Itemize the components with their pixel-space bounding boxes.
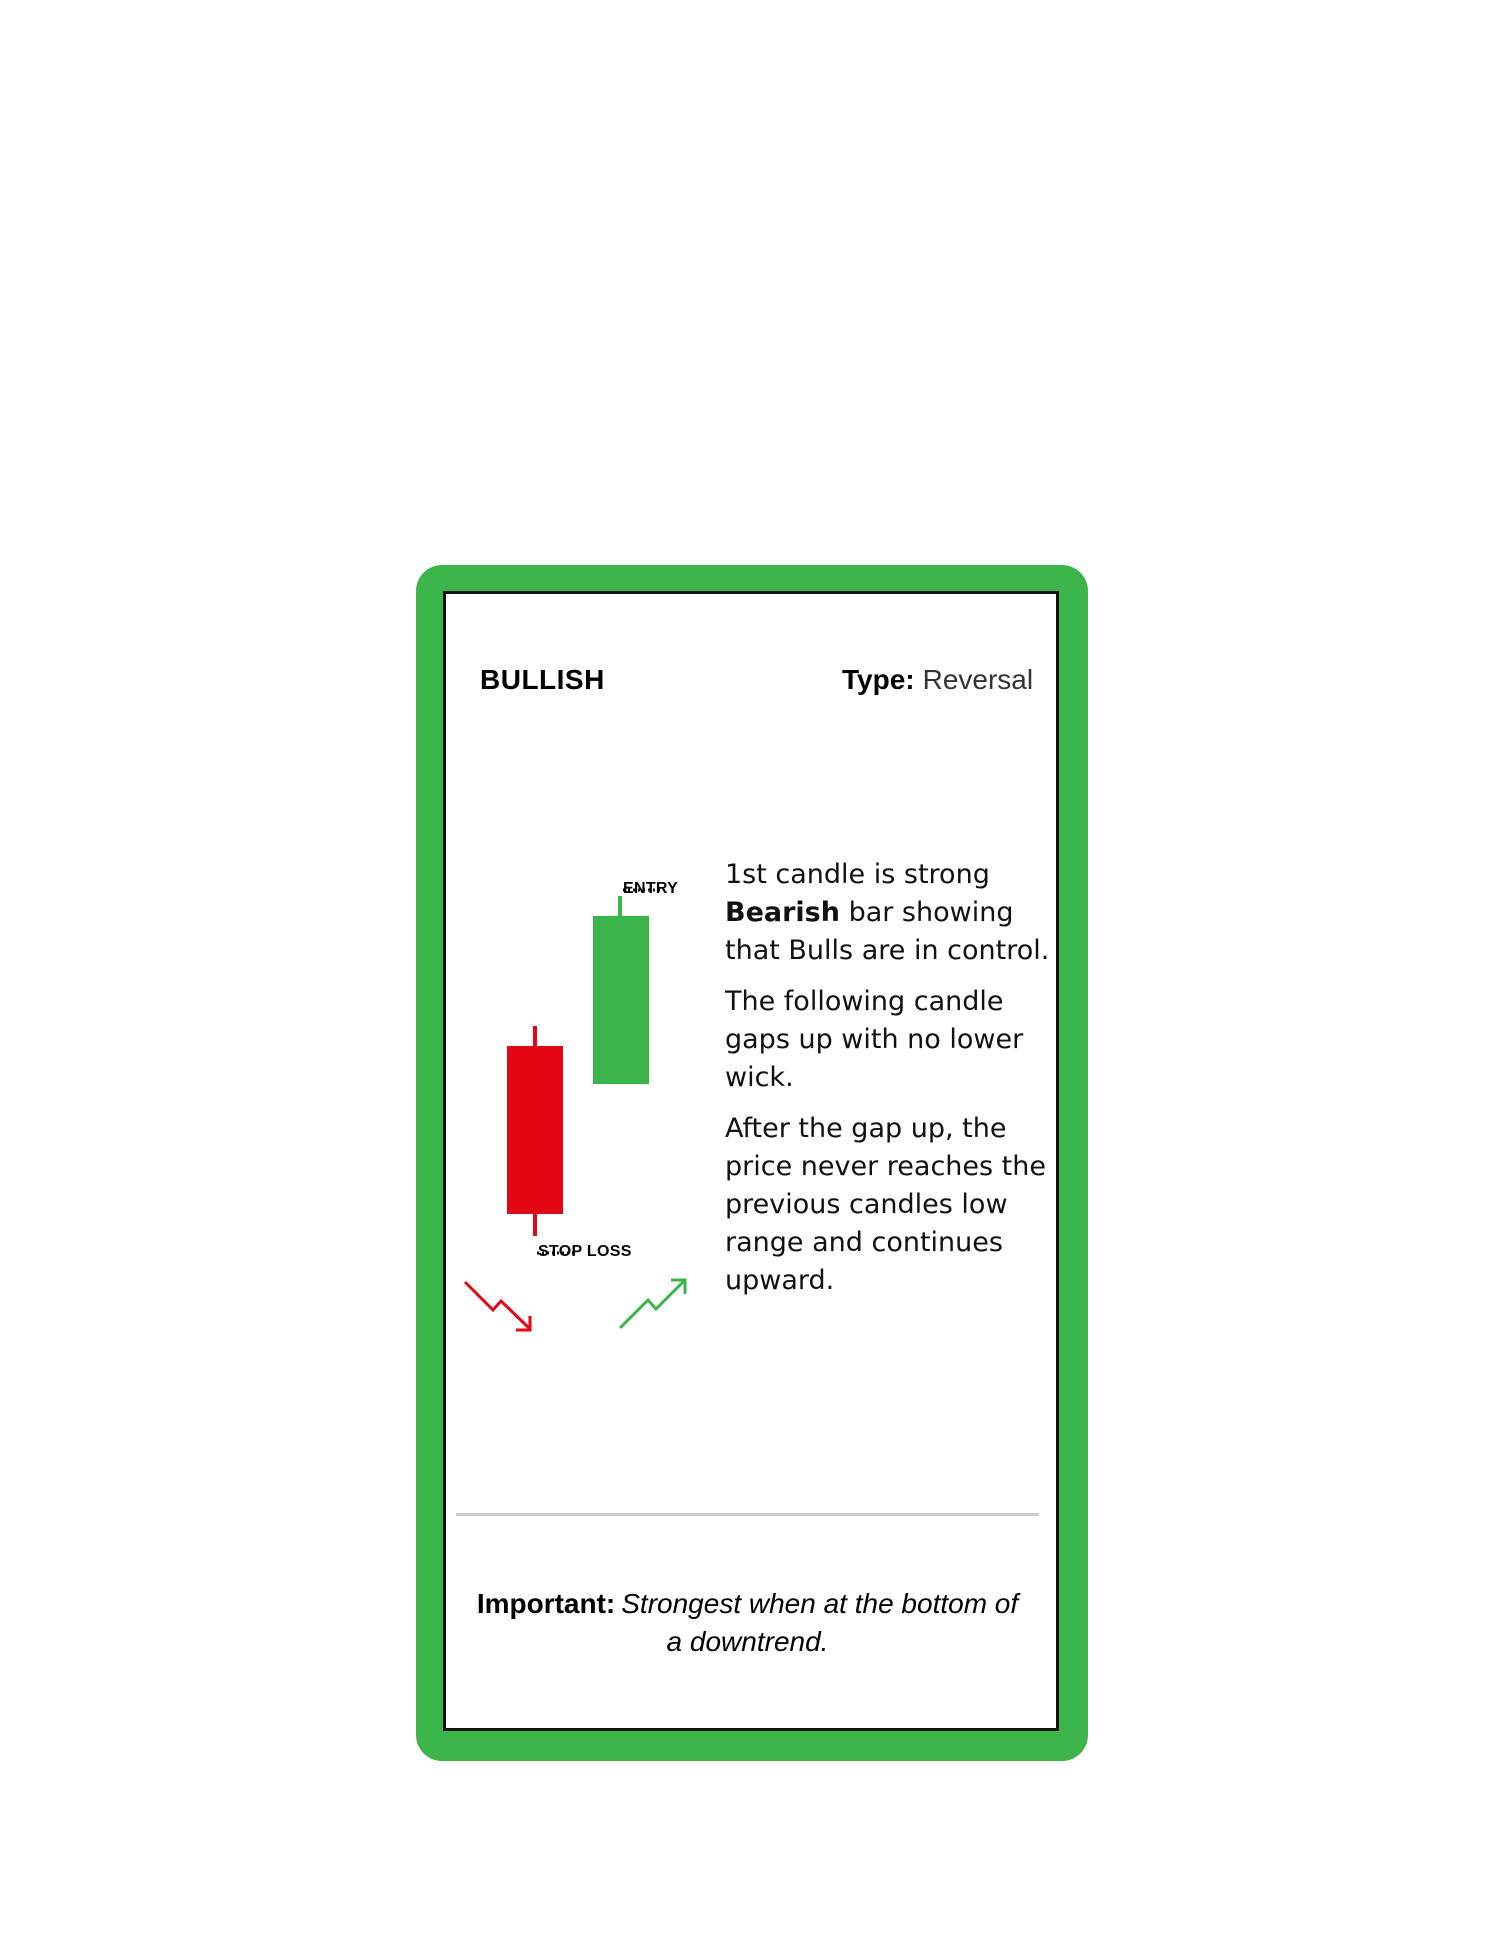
stop-loss-label: STOP LOSS xyxy=(538,1243,632,1260)
divider xyxy=(456,1513,1039,1516)
bearish-candle-body xyxy=(507,1046,563,1214)
trend-down-arrow-icon xyxy=(465,1282,530,1330)
bearish-candle-upper-wick xyxy=(533,1026,537,1046)
bullish-candle-body xyxy=(593,916,649,1084)
important-note xyxy=(470,1585,1025,1661)
description-text: bar showing that Bulls are in control. xyxy=(725,897,1050,966)
important-text: Strongest when at the bottom of a downtrend. xyxy=(621,1588,1019,1657)
description-paragraph-3: After the gap up, the price never reaches the previous candles low range and continues upward. xyxy=(725,1113,1046,1296)
entry-label: ENTRY xyxy=(623,880,679,897)
description-paragraph-1 xyxy=(725,856,1055,970)
description-bold-term: Bearish xyxy=(725,897,840,928)
bearish-candle-lower-wick xyxy=(533,1214,537,1236)
description-text: 1st candle is strong xyxy=(725,859,990,890)
candlestick-diagram xyxy=(455,860,725,1350)
trend-up-arrow-icon xyxy=(620,1280,685,1328)
pattern-description xyxy=(725,856,1055,1313)
important-label: Important: xyxy=(476,1588,616,1619)
bullish-candle-wick xyxy=(618,896,622,916)
card-title: BULLISH xyxy=(480,664,605,695)
type-label: Type: xyxy=(842,664,915,695)
type-field xyxy=(842,664,1033,696)
type-value: Reversal xyxy=(922,664,1034,695)
description-paragraph-2: The following candle gaps up with no lower wick. xyxy=(725,986,1024,1093)
